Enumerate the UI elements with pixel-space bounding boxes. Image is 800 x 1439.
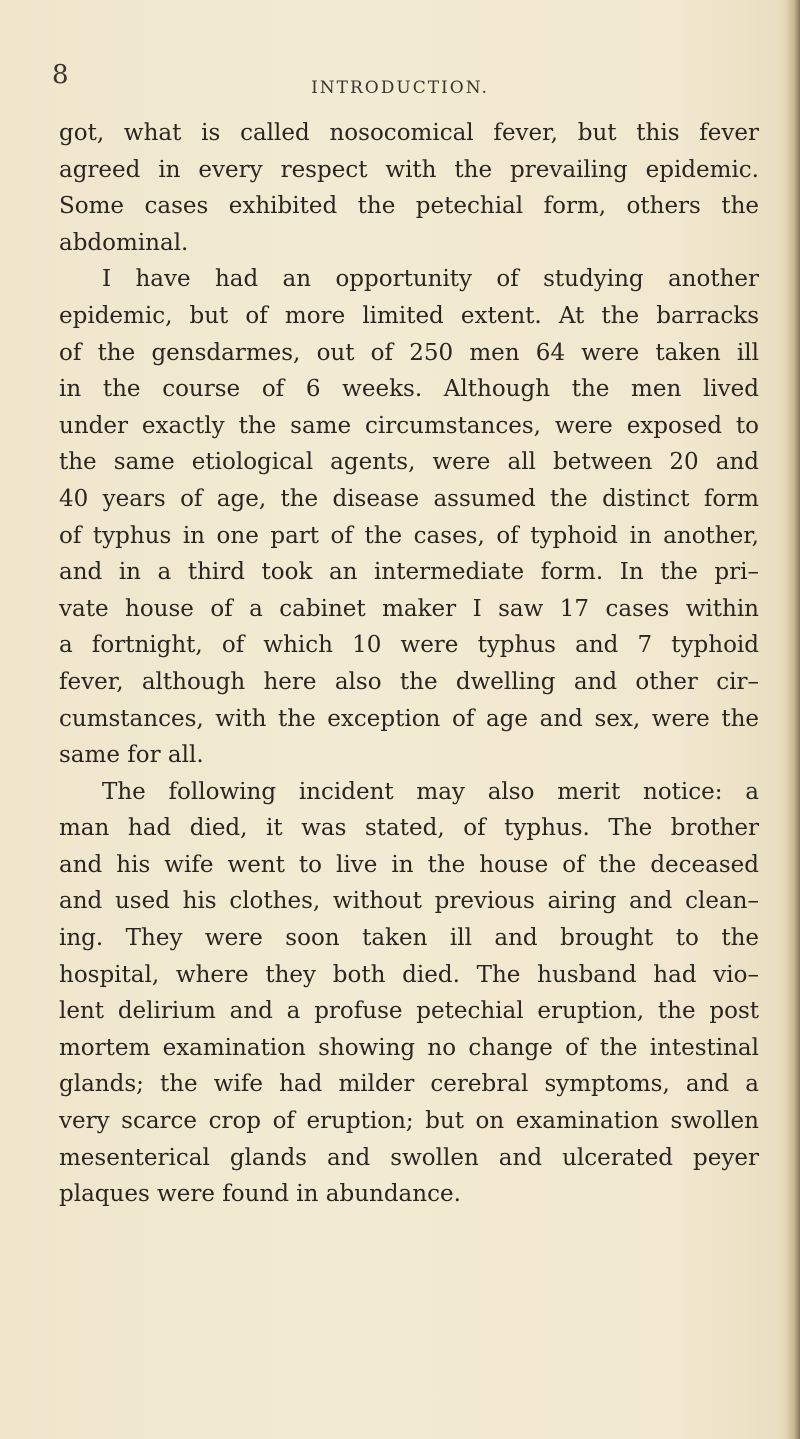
page-number: 8 xyxy=(52,60,69,90)
text-line: and used his clothes, without previous airing and clean– xyxy=(59,888,759,915)
text-line: very scarce crop of eruption; but on examination swollen xyxy=(59,1108,759,1135)
text-line: of typhus in one part of the cases, of typhoid in another, xyxy=(59,522,759,549)
page-edge-shadow xyxy=(786,0,800,1439)
text-line: epidemic, but of more limited extent. At the barracks xyxy=(59,302,759,329)
running-head: INTRODUCTION. xyxy=(311,78,489,98)
text-line: vate house of a cabinet maker I saw 17 cases within xyxy=(59,595,759,622)
text-line: hospital, where they both died. The husband had vio– xyxy=(59,961,759,988)
text-line: I have had an opportunity of studying another xyxy=(102,266,759,293)
text-line: the same etiological agents, were all between 20 and xyxy=(59,449,759,476)
text-line: agreed in every respect with the prevailing epidemic. xyxy=(59,156,759,183)
text-line: plaques were found in abundance. xyxy=(59,1181,461,1208)
text-line: under exactly the same circumstances, were exposed to xyxy=(59,412,759,439)
text-line: and in a third took an intermediate form. In the pri– xyxy=(59,559,759,586)
text-line: mesenterical glands and swollen and ulcerated peyer xyxy=(59,1144,759,1171)
text-line: and his wife went to live in the house of the deceased xyxy=(59,851,759,878)
text-line: same for all. xyxy=(59,742,204,769)
text-line: lent delirium and a profuse petechial eruption, the post xyxy=(59,998,759,1025)
text-line: ing. They were soon taken ill and brought to the xyxy=(59,925,759,952)
text-line: fever, although here also the dwelling and other cir– xyxy=(59,668,759,695)
text-line: 40 years of age, the disease assumed the distinct form xyxy=(59,485,759,512)
text-line: Some cases exhibited the petechial form, others the xyxy=(59,193,759,220)
text-line: in the course of 6 weeks. Although the men lived xyxy=(59,376,759,403)
body-text xyxy=(59,115,759,1213)
text-line: of the gensdarmes, out of 250 men 64 were taken ill xyxy=(59,339,759,366)
text-line: glands; the wife had milder cerebral symptoms, and a xyxy=(59,1071,759,1098)
text-line: cumstances, with the exception of age and sex, were the xyxy=(59,705,759,732)
text-line: abdominal. xyxy=(59,229,189,256)
text-line: The following incident may also merit notice: a xyxy=(102,778,759,805)
text-line: mortem examination showing no change of the intestinal xyxy=(59,1034,759,1061)
text-line: a fortnight, of which 10 were typhus and 7 typhoid xyxy=(59,632,759,659)
text-line: man had died, it was stated, of typhus. The brother xyxy=(59,815,759,842)
text-line: got, what is called nosocomical fever, but this fever xyxy=(59,120,759,146)
